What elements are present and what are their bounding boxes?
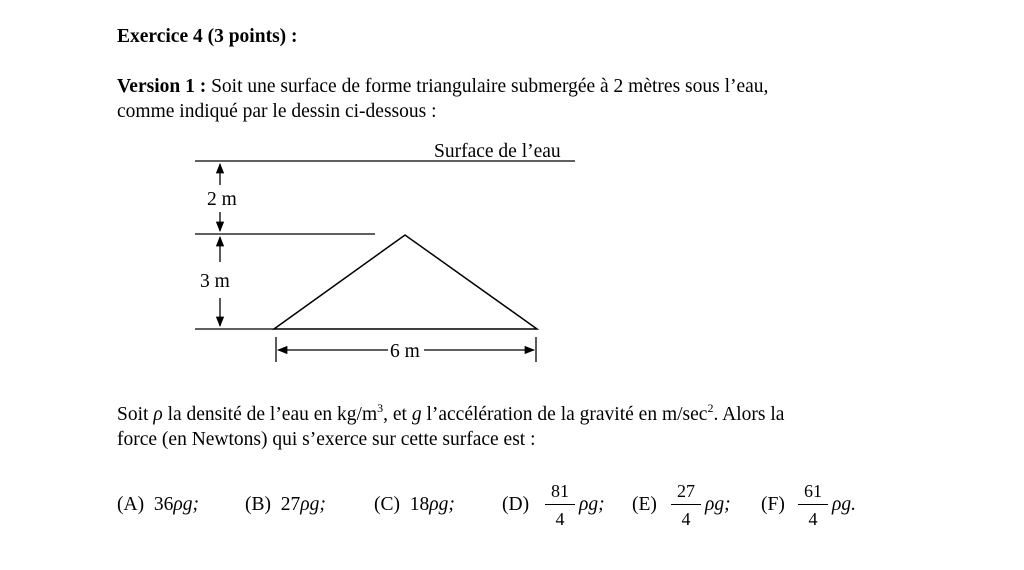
answer-b: [245, 495, 326, 515]
question-line-1: [117, 401, 785, 425]
answer-b-symbol: ρg;: [300, 494, 326, 515]
height-label: 3 m: [200, 271, 230, 292]
intro-line-2: comme indiqué par le dessin ci-dessous :: [117, 101, 437, 122]
question-text-b: la densité de l’eau en: [167, 404, 333, 425]
answer-d-label: (D): [502, 494, 530, 515]
answer-a-symbol: ρg;: [173, 494, 199, 515]
water-surface-label: Surface de l’eau: [434, 141, 561, 162]
answer-d-symbol: ρg;: [579, 494, 605, 515]
answer-e-numerator: 27: [677, 481, 695, 501]
answer-b-coef: 27: [280, 494, 301, 515]
triangle-shape: [274, 235, 537, 329]
answer-c-coef: 18: [409, 494, 430, 515]
question-line-2: force (en Newtons) qui s’exerce sur cette surface est :: [117, 429, 536, 450]
intro-text-1: Soit une surface de forme triangulaire submergée à 2 mètres sous l’eau,: [211, 76, 769, 97]
answer-f-numerator: 61: [804, 481, 822, 501]
depth-label: 2 m: [207, 189, 237, 210]
answer-e-fraction-bar: [671, 504, 701, 505]
answer-f-denominator: 4: [808, 509, 818, 529]
answer-e-denominator: 4: [681, 509, 691, 529]
rho-symbol: ρ: [153, 404, 163, 425]
answer-a-coef: 36: [153, 494, 174, 515]
answer-d-numerator: 81: [551, 481, 569, 501]
version-label: Version 1 :: [117, 76, 207, 97]
question-text-d: l’accélération de la gravité en: [426, 404, 658, 425]
answer-d-fraction-bar: [545, 504, 575, 505]
answer-d-denominator: 4: [555, 509, 565, 529]
answer-f-label: (F): [761, 494, 785, 515]
answer-e-symbol: ρg;: [705, 494, 731, 515]
answer-e-label: (E): [632, 494, 657, 515]
g-symbol: g: [411, 404, 422, 425]
accel-unit: m/sec: [661, 404, 708, 425]
accel-exponent: 2: [707, 401, 714, 415]
answer-c-label: (C): [374, 494, 400, 515]
answer-b-label: (B): [245, 494, 271, 515]
answer-a-label: (A): [117, 494, 145, 515]
exercise-title: Exercice 4 (3 points) :: [117, 26, 298, 47]
question-text-a: Soit: [117, 404, 149, 425]
answer-c-symbol: ρg;: [429, 494, 455, 515]
answer-c: [374, 495, 455, 515]
answer-a: [117, 495, 199, 515]
density-exponent: 3: [377, 401, 384, 415]
base-label: 6 m: [390, 341, 420, 362]
question-text-c: , et: [383, 404, 407, 425]
density-unit: kg/m: [337, 404, 378, 425]
question-text-e: . Alors la: [713, 404, 785, 425]
answer-f-fraction-bar: [798, 504, 828, 505]
answer-f-symbol: ρg.: [832, 494, 856, 515]
